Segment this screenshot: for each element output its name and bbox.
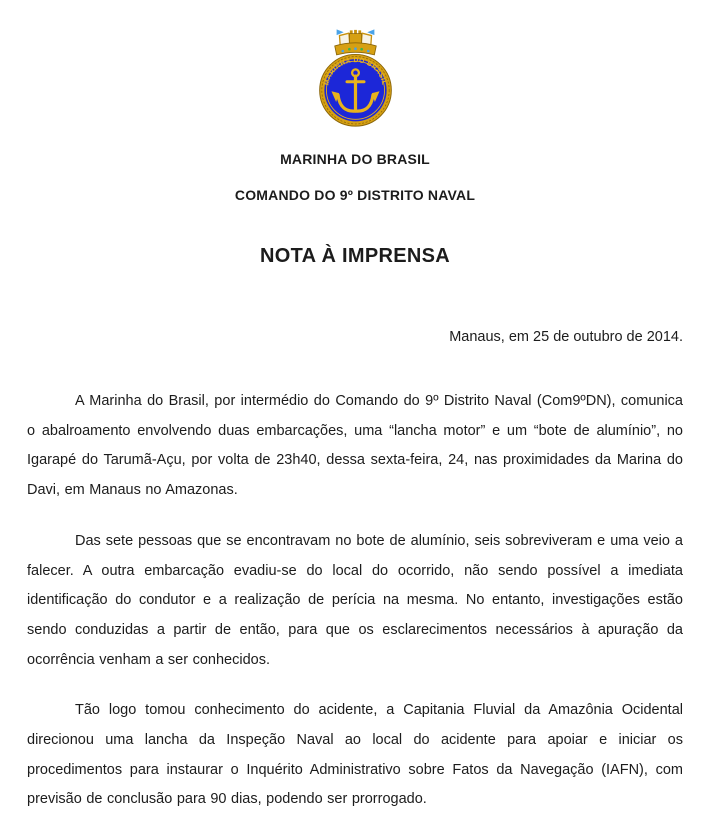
crest-ring-text: MARINHA DO BRASIL — [322, 57, 388, 87]
org-name: MARINHA DO BRASIL — [280, 151, 430, 167]
naval-crown-icon — [334, 29, 376, 54]
paragraph-3: Tão logo tomou conhecimento do acidente, a Capitania Fluvial da Amazônia Ocidental direcionou uma lancha da Inspeção Naval ao local do acidente para apoiar e iniciar os procedimentos para instaurar o Inquérito Administrativo sobre Fatos da Navegação (IAFN), com previsão de conclusão para 90 dias, podendo ser prorrogado. — [27, 702, 683, 808]
command-name: COMANDO DO 9º DISTRITO NAVAL — [234, 187, 476, 203]
dateline: Manaus, em 25 de outubro de 2014. — [449, 329, 683, 345]
paragraph-1: A Marinha do Brasil, por intermédio do Comando do 9º Distrito Naval (Com9ºDN), comunica o abalroamento envolvendo duas embarcações, uma “lancha motor” e um “bote de alumínio”, no Igarapé do Tarumã-Açu, por volta de 23h40, dessa sexta-feira, 24, nas proximidades da Marina do Davi, em Manaus no Amazonas. — [27, 393, 683, 499]
document-body — [0, 387, 710, 815]
paragraph-2: Das sete pessoas que se encontravam no bote de alumínio, seis sobreviveram e uma veio a falecer. A outra embarcação evadiu-se do local do ocorrido, não sendo possível a imediata identificação do condutor e a realização de perícia na mesma. No entanto, investigações estão sendo conduzidas a partir de então, para que os esclarecimentos necessários à apuração da ocorrência venham a ser conhecidos. — [27, 532, 683, 668]
navy-crest-logo — [308, 28, 403, 128]
document-title: NOTA À IMPRENSA — [259, 245, 451, 267]
